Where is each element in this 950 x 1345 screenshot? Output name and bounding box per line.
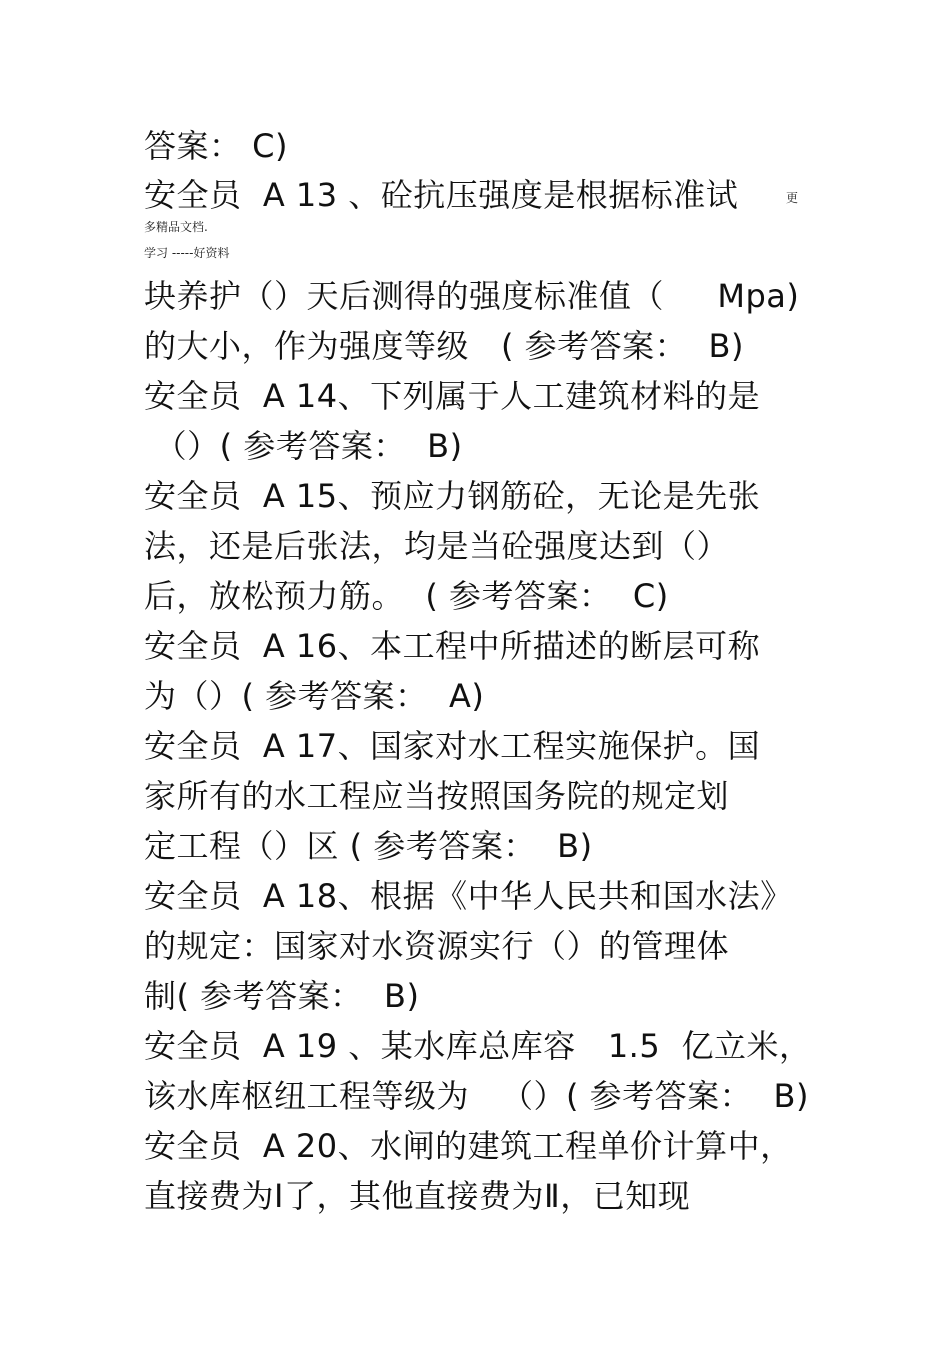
text-line: 该水库枢纽工程等级为 （）( 参考答案： B) — [144, 1077, 809, 1115]
text-line: 答案： C) — [144, 127, 289, 165]
text-line: 为（）( 参考答案： A) — [144, 677, 485, 715]
text-line: 安全员 A 14、下列属于人工建筑材料的是 — [144, 377, 761, 415]
watermark-note: 多精品文档. — [144, 220, 208, 234]
text-line: 安全员 A 17、国家对水工程实施保护。国 — [144, 727, 761, 765]
text-line: 的大小，作为强度等级 ( 参考答案： B) — [144, 327, 744, 365]
text-line: 直接费为Ⅰ了，其他直接费为Ⅱ，已知现 — [144, 1177, 691, 1215]
text-line: 定工程（）区 ( 参考答案： B) — [144, 827, 593, 865]
text-line: 后，放松预力筋。 ( 参考答案： C) — [144, 577, 669, 615]
text-line: 安全员 A 19 、某水库总库容 1.5 亿立米， — [144, 1027, 812, 1065]
text-line: 安全员 A 15、预应力钢筋砼，无论是先张 — [144, 477, 761, 515]
text-line: （）( 参考答案： B) — [144, 427, 463, 465]
text-line: 安全员 A 13 、砼抗压强度是根据标准试 — [144, 176, 739, 214]
text-line: 块养护（）天后测得的强度标准值（ Mpa) — [144, 277, 800, 315]
text-line: 的规定：国家对水资源实行（）的管理体 — [144, 927, 730, 965]
watermark-note: 更 — [786, 191, 799, 205]
text-line: 安全员 A 18、根据《中华人民共和国水法》 — [144, 877, 793, 915]
text-line: 制( 参考答案： B) — [144, 977, 420, 1015]
text-line: 安全员 A 16、本工程中所描述的断层可称 — [144, 627, 761, 665]
watermark-note: 学习 -----好资料 — [144, 246, 230, 260]
text-line: 法，还是后张法，均是当砼强度达到（） — [144, 527, 730, 565]
text-line: 家所有的水工程应当按照国务院的规定划 — [144, 777, 730, 815]
text-line: 安全员 A 20、水闸的建筑工程单价计算中， — [144, 1127, 793, 1165]
